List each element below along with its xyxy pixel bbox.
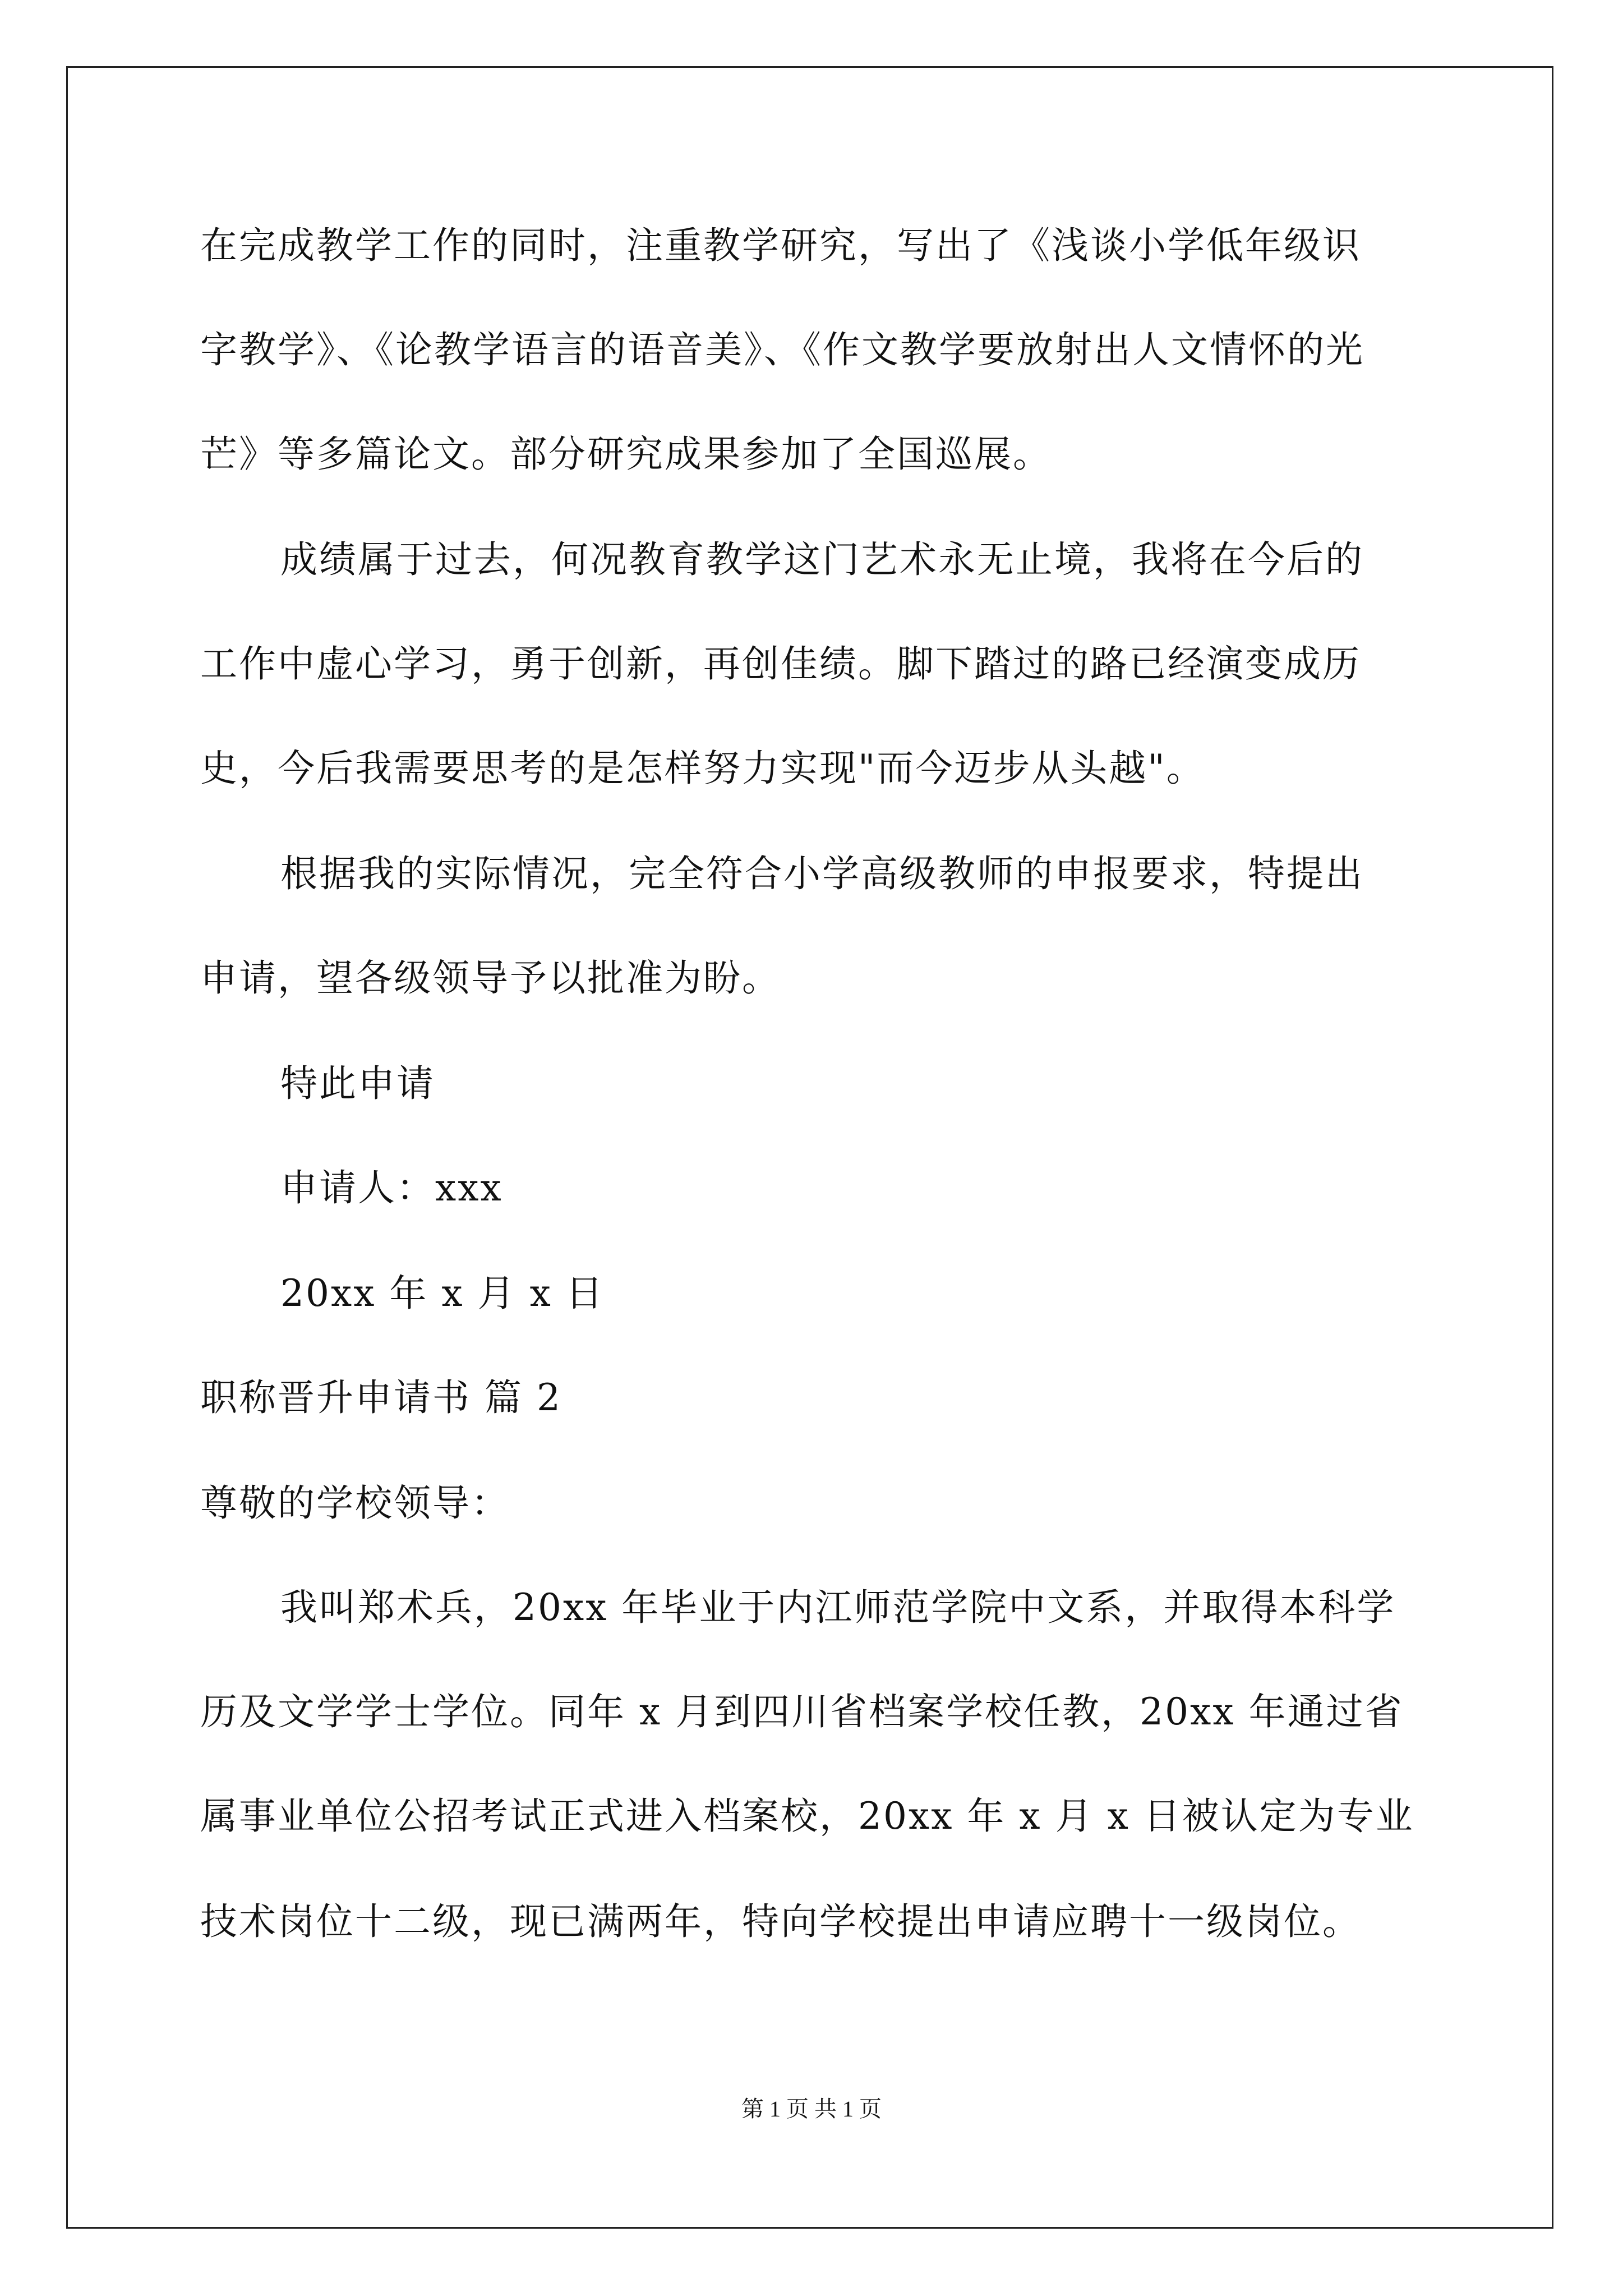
page-footer: 第 1 页 共 1 页 — [741, 2096, 882, 2122]
paragraph-line: 历及文学学士学位。同年 x 月到四川省档案学校任教，20xx 年通过省 — [200, 1690, 1404, 1733]
salutation: 尊敬的学校领导： — [200, 1481, 510, 1525]
date-line: 20xx 年 x 月 x 日 — [280, 1272, 605, 1315]
closing-phrase: 特此申请 — [280, 1062, 435, 1105]
paragraph-line: 工作中虚心学习，勇于创新，再创佳绩。脚下踏过的路已经演变成历 — [200, 642, 1361, 685]
paragraph-line: 技术岗位十二级，现已满两年，特向学校提出申请应聘十一级岗位。 — [200, 1900, 1361, 1943]
applicant-line: 申请人：xxx — [280, 1166, 503, 1209]
paragraph-line: 申请，望各级领导予以批准为盼。 — [200, 956, 781, 1000]
paragraph-line: 我叫郑术兵，20xx 年毕业于内江师范学院中文系，并取得本科学 — [280, 1586, 1396, 1629]
paragraph-line: 在完成教学工作的同时，注重教学研究，写出了《浅谈小学低年级识 — [200, 224, 1361, 267]
paragraph-line: 根据我的实际情况，完全符合小学高级教师的申报要求，特提出 — [280, 852, 1364, 895]
paragraph-line: 史，今后我需要思考的是怎样努力实现"而今迈步从头越"。 — [200, 747, 1205, 790]
section-heading: 职称晋升申请书 篇 2 — [200, 1376, 562, 1419]
paragraph-line: 芒》等多篇论文。部分研究成果参加了全国巡展。 — [200, 432, 1052, 476]
paragraph-line: 字教学》、《论教学语言的语音美》、《作文教学要放射出人文情怀的光 — [200, 328, 1364, 371]
paragraph-line: 属事业单位公招考试正式进入档案校，20xx 年 x 月 x 日被认定为专业 — [200, 1795, 1414, 1838]
paragraph-line: 成绩属于过去，何况教育教学这门艺术永无止境，我将在今后的 — [280, 538, 1364, 581]
